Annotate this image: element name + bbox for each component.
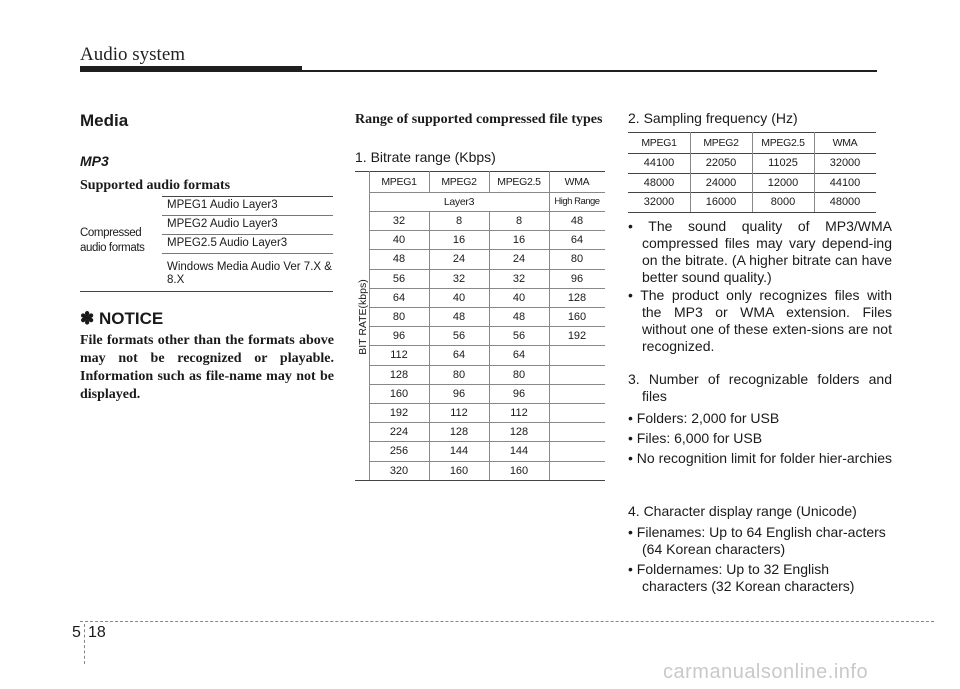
bitrate-cell: 32 — [512, 272, 526, 285]
sampling-cell: 16000 — [705, 196, 737, 208]
bitrate-side-label: BIT RATE(kbps) — [357, 279, 369, 355]
sampling-cell: 22050 — [705, 157, 737, 169]
bitrate-cell: 96 — [570, 272, 584, 285]
bitrate-cell: 56 — [512, 330, 526, 343]
format-item: MPEG1 Audio Layer3 — [167, 199, 278, 211]
folders-heading: 3. Number of recognizable folders and files — [628, 371, 892, 404]
display-range-bullet: • Foldernames: Up to 32 English characters (32 Korean characters) — [628, 561, 855, 594]
folders-bullet: • Files: 6,000 for USB — [628, 430, 763, 446]
footer-rule — [80, 621, 934, 622]
bitrate-cell: 48 — [392, 253, 406, 266]
sampling-bullet: • The product only recognizes files with the MP3 or WMA extension. Files without one of these exten-sions are not recognized. — [628, 287, 892, 354]
notice-body: File formats other than the formats above may not be recognized or playable. Information such as file-name may not be displayed. — [80, 333, 334, 402]
sampling-col-header: MPEG2 — [703, 137, 739, 149]
bitrate-cell: 48 — [512, 311, 526, 323]
header-rule-thin — [302, 70, 877, 72]
sampling-cell: 32000 — [643, 196, 675, 208]
bitrate-cell: 128 — [389, 368, 409, 381]
bitrate-cell: 40 — [452, 291, 466, 304]
sampling-bullet: • The sound quality of MP3/WMA compressed files may vary depend-ing on the bitrate. (A higher bitrate can have better sound quality.) — [628, 218, 892, 285]
sampling-cell: 12000 — [767, 176, 799, 189]
bitrate-cell: 48 — [570, 215, 584, 227]
bitrate-cell: 160 — [567, 311, 587, 323]
sampling-cell: 24000 — [705, 176, 737, 189]
sampling-table — [628, 132, 876, 212]
watermark-text: carmanualsonline.info — [663, 661, 869, 683]
bitrate-cell: 224 — [389, 426, 409, 439]
formats-category-label: Compressed audio formats — [80, 227, 145, 254]
bitrate-cell: 64 — [392, 291, 406, 304]
bitrate-cell: 320 — [389, 464, 409, 477]
display-range-heading: 4. Character display range (Unicode) — [628, 503, 857, 519]
format-item: MPEG2 Audio Layer3 — [167, 218, 278, 230]
bitrate-cell: 32 — [392, 215, 406, 227]
bitrate-cell: 144 — [449, 445, 469, 458]
bitrate-cell: 80 — [512, 368, 526, 381]
bitrate-cell: 24 — [452, 253, 466, 266]
sampling-cell: 48000 — [643, 176, 675, 189]
footer-separator — [84, 624, 85, 664]
bitrate-cell: 128 — [567, 291, 587, 304]
bitrate-cell: 96 — [392, 330, 406, 343]
bitrate-cell: 64 — [512, 349, 526, 362]
bitrate-cell: 128 — [509, 426, 529, 439]
bitrate-cell: 8 — [455, 215, 463, 227]
bitrate-cell: 8 — [515, 215, 523, 227]
bitrate-col-header: MPEG2.5 — [497, 176, 541, 188]
display-range-bullet: • Filenames: Up to 64 English char-acters (64 Korean characters) — [628, 524, 886, 557]
bitrate-cell: 64 — [570, 234, 584, 247]
sampling-cell: 11025 — [768, 157, 798, 169]
bitrate-cell: 144 — [509, 445, 529, 458]
bitrate-cell: 40 — [512, 291, 526, 304]
bitrate-cell: 160 — [449, 464, 469, 477]
bitrate-cell: 32 — [452, 272, 466, 285]
bitrate-cell: 160 — [509, 464, 529, 477]
mp3-heading: MP3 — [80, 153, 109, 169]
range-heading: Range of supported compressed file types — [355, 112, 603, 127]
bitrate-subheader-wma: High Range — [554, 196, 600, 207]
sampling-cell: 44100 — [829, 176, 861, 189]
page-section-number: 5 — [72, 624, 81, 641]
sampling-cell: 48000 — [829, 196, 861, 208]
bitrate-cell: 96 — [512, 387, 526, 400]
folders-bullet: • Folders: 2,000 for USB — [628, 410, 780, 426]
bitrate-cell: 128 — [449, 426, 469, 439]
notice-title: ✽ NOTICE — [80, 309, 164, 328]
header-rule-thick — [80, 66, 302, 72]
bitrate-cell: 112 — [510, 407, 528, 419]
bitrate-cell: 80 — [570, 253, 584, 266]
bitrate-cell: 40 — [392, 234, 406, 247]
bitrate-heading: 1. Bitrate range (Kbps) — [355, 149, 496, 165]
bitrate-subheader-layer: Layer3 — [443, 196, 475, 208]
bitrate-cell: 192 — [567, 330, 587, 343]
sampling-cell: 44100 — [643, 157, 675, 169]
sampling-col-header: MPEG1 — [641, 137, 677, 149]
format-item: Windows Media Audio Ver 7.X & 8.X — [167, 261, 332, 286]
bitrate-col-header: MPEG1 — [381, 176, 417, 188]
bitrate-cell: 192 — [389, 407, 409, 419]
folders-bullet: • No recognition limit for folder hier-archies — [628, 450, 893, 466]
supported-formats-heading: Supported audio formats — [80, 178, 231, 193]
bitrate-col-header: WMA — [564, 176, 590, 188]
sampling-heading: 2. Sampling frequency (Hz) — [628, 110, 798, 126]
bitrate-cell: 56 — [392, 272, 406, 285]
format-item: MPEG2.5 Audio Layer3 — [167, 237, 288, 249]
bitrate-cell: 48 — [452, 311, 466, 323]
bitrate-cell: 16 — [512, 234, 526, 247]
supported-formats-table — [80, 196, 333, 292]
bitrate-col-header: MPEG2 — [441, 176, 477, 188]
bitrate-cell: 64 — [452, 349, 466, 362]
bitrate-cell: 112 — [390, 349, 408, 362]
bitrate-table — [355, 171, 605, 481]
bitrate-cell: 256 — [389, 445, 409, 458]
bitrate-cell: 24 — [512, 253, 526, 266]
bitrate-cell: 56 — [452, 330, 466, 343]
page-header-title: Audio system — [80, 44, 186, 65]
bitrate-cell: 96 — [452, 387, 466, 400]
sampling-col-header: MPEG2.5 — [761, 137, 805, 149]
bitrate-cell: 16 — [452, 234, 466, 247]
bitrate-cell: 160 — [389, 387, 409, 400]
bitrate-cell: 80 — [452, 368, 466, 381]
sampling-cell: 32000 — [829, 157, 861, 169]
sampling-col-header: WMA — [832, 137, 858, 149]
media-heading: Media — [80, 111, 129, 130]
page-number: 18 — [88, 624, 106, 641]
bitrate-cell: 112 — [450, 407, 468, 419]
sampling-cell: 8000 — [770, 196, 796, 208]
bitrate-cell: 80 — [392, 311, 406, 323]
